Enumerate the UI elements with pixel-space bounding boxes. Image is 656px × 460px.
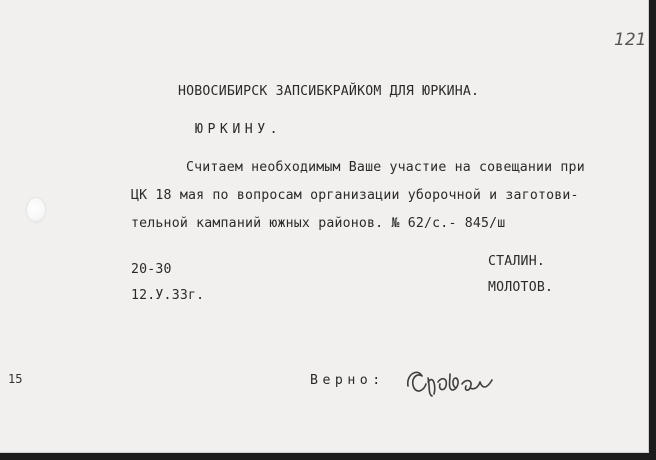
body-line-1: Считаем необходимым Ваше участие на совещании при <box>186 160 585 175</box>
signatory-stalin: СТАЛИН. <box>488 254 545 269</box>
addressee: ЮРКИНУ. <box>195 122 283 137</box>
punch-hole <box>27 198 45 222</box>
sent-date: 12.У.33г. <box>131 288 205 303</box>
body-line-3: тельной кампаний южных районов. № 62/с.- 845/ш <box>131 216 506 231</box>
telegram-header: НОВОСИБИРСК ЗАПСИБКРАЙКОМ ДЛЯ ЮРКИНА. <box>178 84 480 99</box>
margin-number: 15 <box>8 372 23 386</box>
sent-time: 20-30 <box>131 262 172 277</box>
signatory-molotov: МОЛОТОВ. <box>488 280 554 295</box>
verification-label: Верно: <box>310 373 385 388</box>
handwritten-signature <box>404 360 499 398</box>
archive-page-number: 121 <box>614 30 647 50</box>
body-line-2: ЦК 18 мая по вопросам организации уборочной и заготови- <box>131 188 579 203</box>
